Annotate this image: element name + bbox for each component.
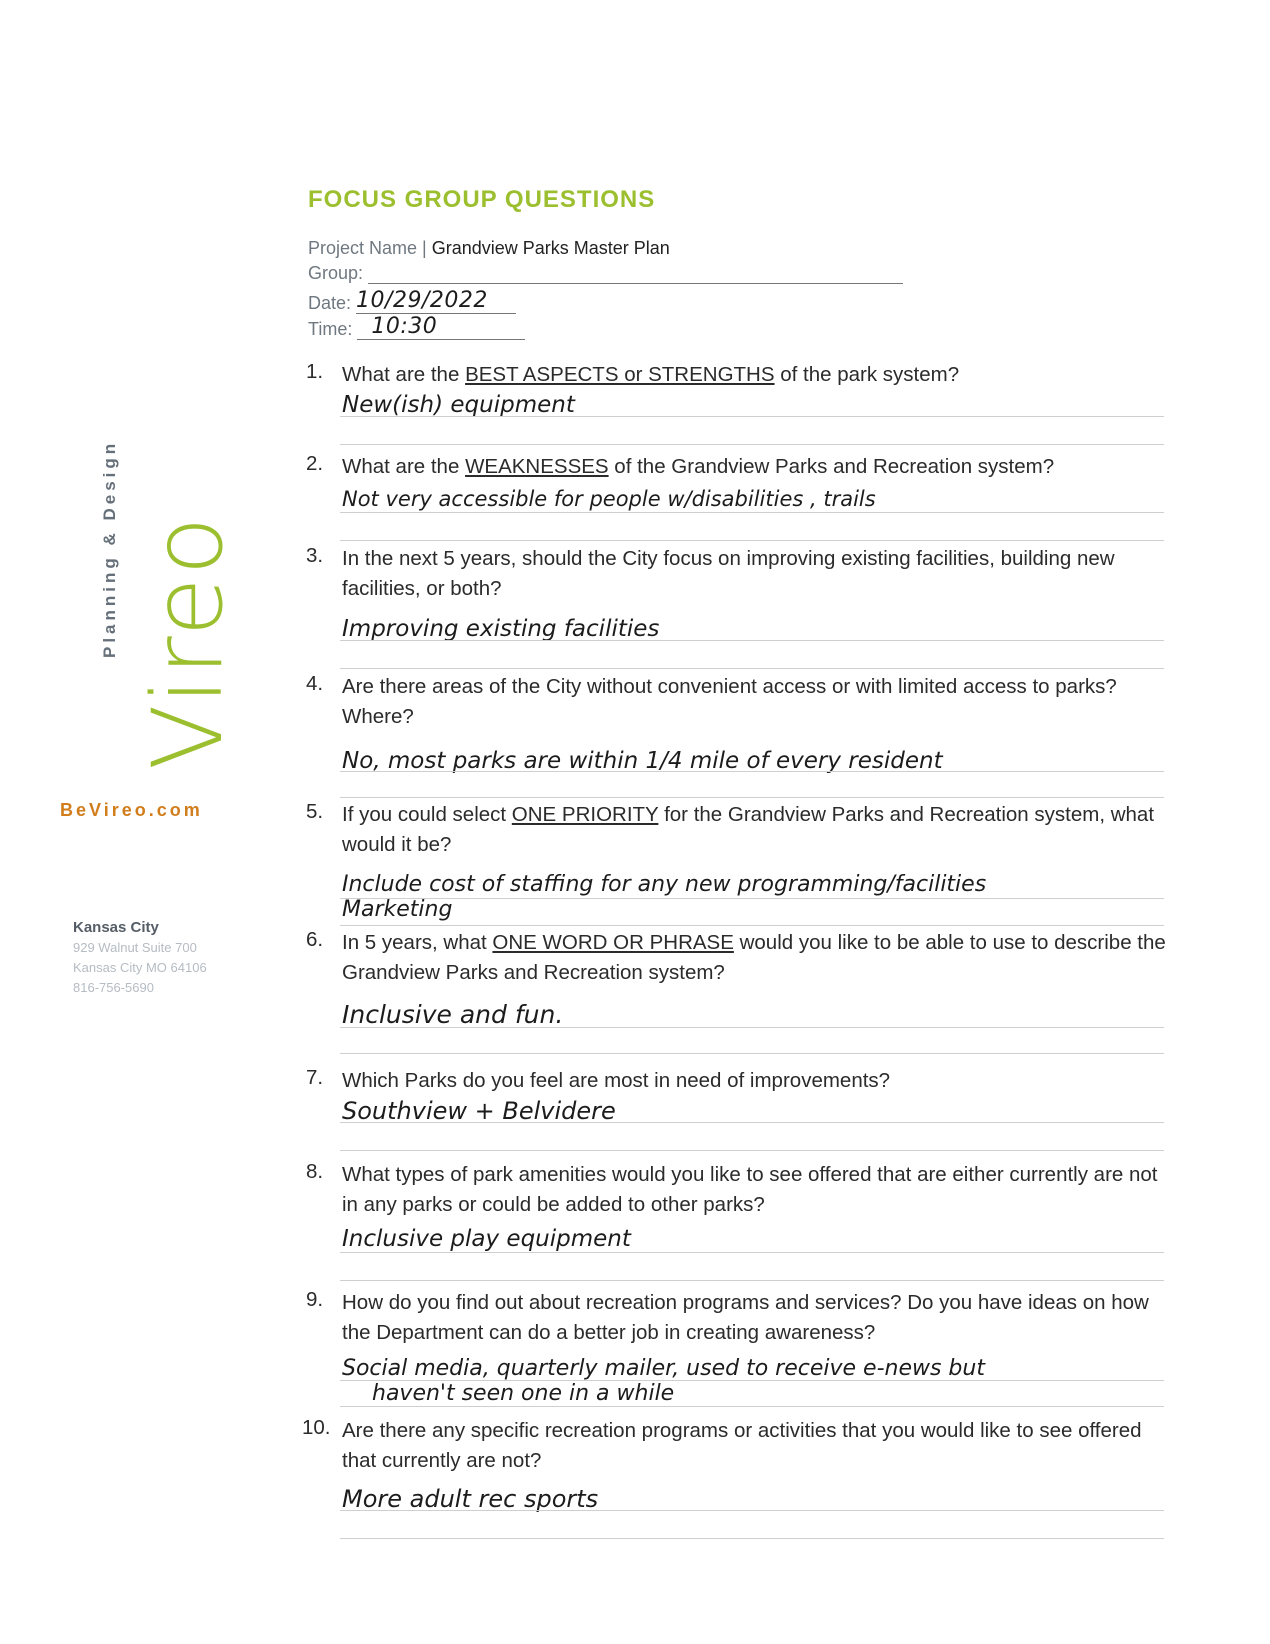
answer-line bbox=[340, 925, 1164, 926]
answer-line bbox=[340, 797, 1164, 798]
answer-1[interactable]: New(ish) equipment bbox=[342, 392, 575, 418]
date-label: Date: bbox=[308, 293, 352, 313]
answer-line bbox=[340, 540, 1164, 541]
time-label: Time: bbox=[308, 319, 353, 339]
answer-2[interactable]: Not very accessible for people w/disabilities , trails bbox=[342, 487, 876, 511]
group-label: Group: bbox=[308, 263, 364, 283]
answer-line bbox=[340, 1053, 1164, 1054]
answer-line bbox=[340, 1406, 1164, 1407]
question-3 bbox=[306, 544, 1166, 604]
vireo-logo: Vireo bbox=[132, 514, 244, 770]
question-number: 10. bbox=[302, 1416, 331, 1439]
question-text: What types of park amenities would you like to see offered that are either currently are not in any parks or could be added to other parks? bbox=[342, 1163, 1158, 1216]
project-name-value: Grandview Parks Master Plan bbox=[431, 238, 670, 258]
question-text: What are the WEAKNESSES of the Grandview Parks and Recreation system? bbox=[342, 455, 1055, 478]
question-number: 8. bbox=[306, 1160, 324, 1183]
answer-line bbox=[340, 1150, 1164, 1151]
document-title: FOCUS GROUP QUESTIONS bbox=[308, 186, 656, 213]
answer-line bbox=[340, 1252, 1164, 1253]
website-link[interactable]: BeVireo.com bbox=[60, 800, 203, 820]
office-city: Kansas City bbox=[73, 919, 159, 936]
answer-9-line-2[interactable]: haven't seen one in a while bbox=[372, 1381, 675, 1406]
answer-3[interactable]: Improving existing facilities bbox=[342, 616, 660, 642]
answer-line bbox=[340, 1027, 1164, 1028]
question-number: 2. bbox=[306, 452, 324, 475]
time-row bbox=[308, 314, 525, 340]
question-number: 5. bbox=[306, 800, 324, 823]
question-text: Which Parks do you feel are most in need of improvements? bbox=[342, 1069, 891, 1092]
question-number: 1. bbox=[306, 360, 324, 383]
question-7 bbox=[306, 1066, 1166, 1096]
answer-line bbox=[340, 416, 1164, 417]
answer-line bbox=[340, 1122, 1164, 1123]
question-10 bbox=[302, 1416, 1166, 1476]
project-name-label: Project Name | bbox=[308, 238, 427, 258]
office-street: 929 Walnut Suite 700 bbox=[73, 940, 197, 955]
time-field[interactable]: 10:30 bbox=[357, 314, 525, 340]
date-row bbox=[308, 288, 516, 314]
question-text: What are the BEST ASPECTS or STRENGTHS of the park system? bbox=[342, 363, 960, 386]
question-9 bbox=[306, 1288, 1166, 1348]
answer-line bbox=[340, 1538, 1164, 1539]
answer-5-line-2[interactable]: Marketing bbox=[342, 897, 453, 922]
answer-5-line-1[interactable]: Include cost of staffing for any new programming/facilities bbox=[342, 872, 987, 897]
question-number: 9. bbox=[306, 1288, 324, 1311]
answer-line bbox=[340, 444, 1164, 445]
group-field[interactable] bbox=[368, 265, 903, 284]
answer-line bbox=[340, 1280, 1164, 1281]
question-number: 3. bbox=[306, 544, 324, 567]
question-text: In 5 years, what ONE WORD OR PHRASE would you like to be able to use to describe the Grandview Parks and Recreation system? bbox=[342, 931, 1166, 984]
answer-10[interactable]: More adult rec sports bbox=[342, 1485, 599, 1513]
answer-8[interactable]: Inclusive play equipment bbox=[342, 1226, 631, 1252]
brand-tagline: Planning & Design bbox=[100, 439, 119, 658]
question-4 bbox=[306, 672, 1166, 732]
answer-6[interactable]: Inclusive and fun. bbox=[342, 1000, 564, 1029]
office-phone: 816-756-5690 bbox=[73, 980, 154, 995]
answer-line bbox=[340, 512, 1164, 513]
question-6 bbox=[306, 928, 1166, 988]
question-2 bbox=[306, 452, 1166, 482]
office-city-state: Kansas City MO 64106 bbox=[73, 960, 207, 975]
date-field[interactable]: 10/29/2022 bbox=[356, 288, 516, 314]
question-number: 6. bbox=[306, 928, 324, 951]
question-number: 4. bbox=[306, 672, 324, 695]
answer-line bbox=[340, 1510, 1164, 1511]
answer-line bbox=[340, 640, 1164, 641]
question-text: If you could select ONE PRIORITY for the Grandview Parks and Recreation system, what would it be? bbox=[342, 803, 1155, 856]
answer-line bbox=[340, 771, 1164, 772]
question-text: In the next 5 years, should the City focus on improving existing facilities, building new facilities, or both? bbox=[342, 547, 1115, 600]
question-8 bbox=[306, 1160, 1166, 1220]
question-text: Are there any specific recreation programs or activities that you would like to see offered that currently are not? bbox=[342, 1419, 1142, 1472]
answer-7[interactable]: Southview + Belvidere bbox=[342, 1097, 616, 1125]
question-5 bbox=[306, 800, 1166, 860]
answer-9-line-1[interactable]: Social media, quarterly mailer, used to receive e-news but bbox=[342, 1356, 985, 1381]
answer-4[interactable]: No, most parks are within 1/4 mile of every resident bbox=[342, 748, 943, 774]
question-number: 7. bbox=[306, 1066, 324, 1089]
question-text: Are there areas of the City without convenient access or with limited access to parks? Where? bbox=[342, 675, 1117, 728]
question-text: How do you find out about recreation programs and services? Do you have ideas on how the Department can do a better job in creating awareness? bbox=[342, 1291, 1149, 1344]
group-row bbox=[308, 263, 903, 284]
question-1 bbox=[306, 360, 1166, 390]
answer-line bbox=[340, 668, 1164, 669]
project-name-row bbox=[308, 238, 670, 259]
office-address bbox=[73, 918, 207, 998]
